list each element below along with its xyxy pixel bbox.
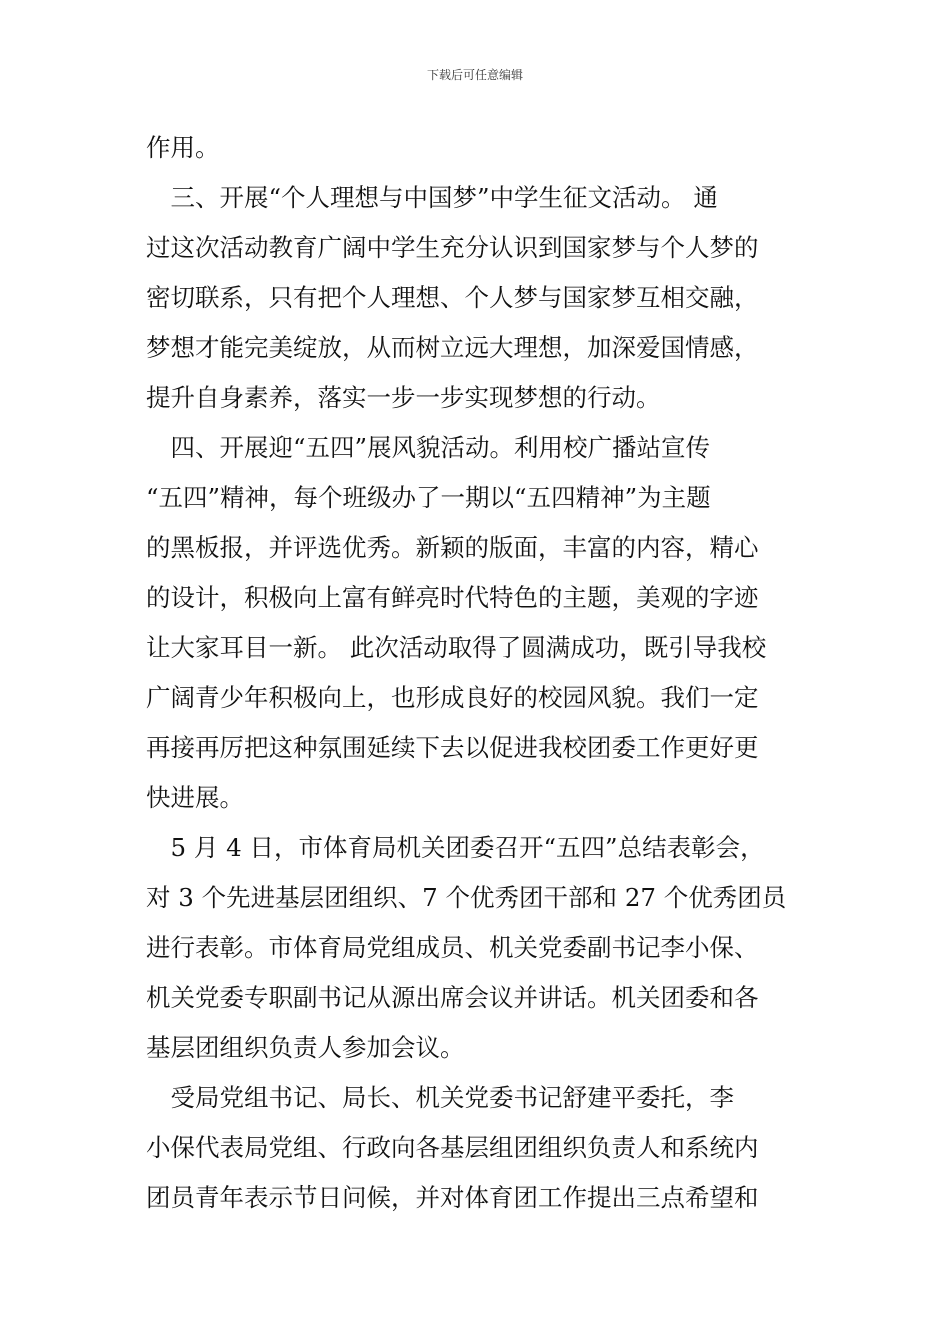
text-line: 过这次活动教育广阔中学生充分认识到国家梦与个人梦的 [146, 233, 759, 262]
text-line: 作用。 [146, 133, 220, 162]
text-line: 对 3 个先进基层团组织、7 个优秀团干部和 27 个优秀团员 [146, 883, 787, 912]
text-line: 的设计，积极向上富有鲜亮时代特色的主题，美观的字迹 [146, 583, 759, 612]
text-line: 基层团组织负责人参加会议。 [146, 1033, 465, 1062]
text-line: 让大家耳目一新。 此次活动取得了圆满成功，既引导我校 [146, 633, 767, 662]
text-line: 进行表彰。市体育局党组成员、机关党委副书记李小保、 [146, 933, 759, 962]
text-line: 三、开展“个人理想与中国梦”中学生征文活动。 通 [146, 183, 718, 212]
text-line: 提升自身素养，落实一步一步实现梦想的行动。 [146, 383, 661, 412]
text-line: 受局党组书记、局长、机关党委书记舒建平委托，李 [146, 1083, 734, 1112]
text-line: 四、开展迎“五四”展风貌活动。利用校广播站宣传 [146, 433, 711, 462]
text-line: 机关党委专职副书记从源出席会议并讲话。机关团委和各 [146, 983, 759, 1012]
text-line: 密切联系，只有把个人理想、个人梦与国家梦互相交融， [146, 283, 759, 312]
text-line: 的黑板报，并评选优秀。新颖的版面，丰富的内容，精心 [146, 533, 759, 562]
text-line: 梦想才能完美绽放，从而树立远大理想，加深爱国情感， [146, 333, 759, 362]
text-line: 团员青年表示节日问候，并对体育团工作提出三点希望和 [146, 1183, 759, 1212]
page-header-note: 下载后可任意编辑 [426, 68, 523, 82]
text-line: 小保代表局党组、行政向各基层组团组织负责人和系统内 [146, 1133, 759, 1162]
text-line: 再接再厉把这种氛围延续下去以促进我校团委工作更好更 [146, 733, 759, 762]
text-line: 5 月 4 日，市体育局机关团委召开“五四”总结表彰会， [146, 833, 765, 862]
text-line: 广阔青少年积极向上，也形成良好的校园风貌。我们一定 [146, 683, 759, 712]
text-line: “五四”精神，每个班级办了一期以“五四精神”为主题 [146, 483, 711, 512]
text-line: 快进展。 [146, 783, 244, 812]
